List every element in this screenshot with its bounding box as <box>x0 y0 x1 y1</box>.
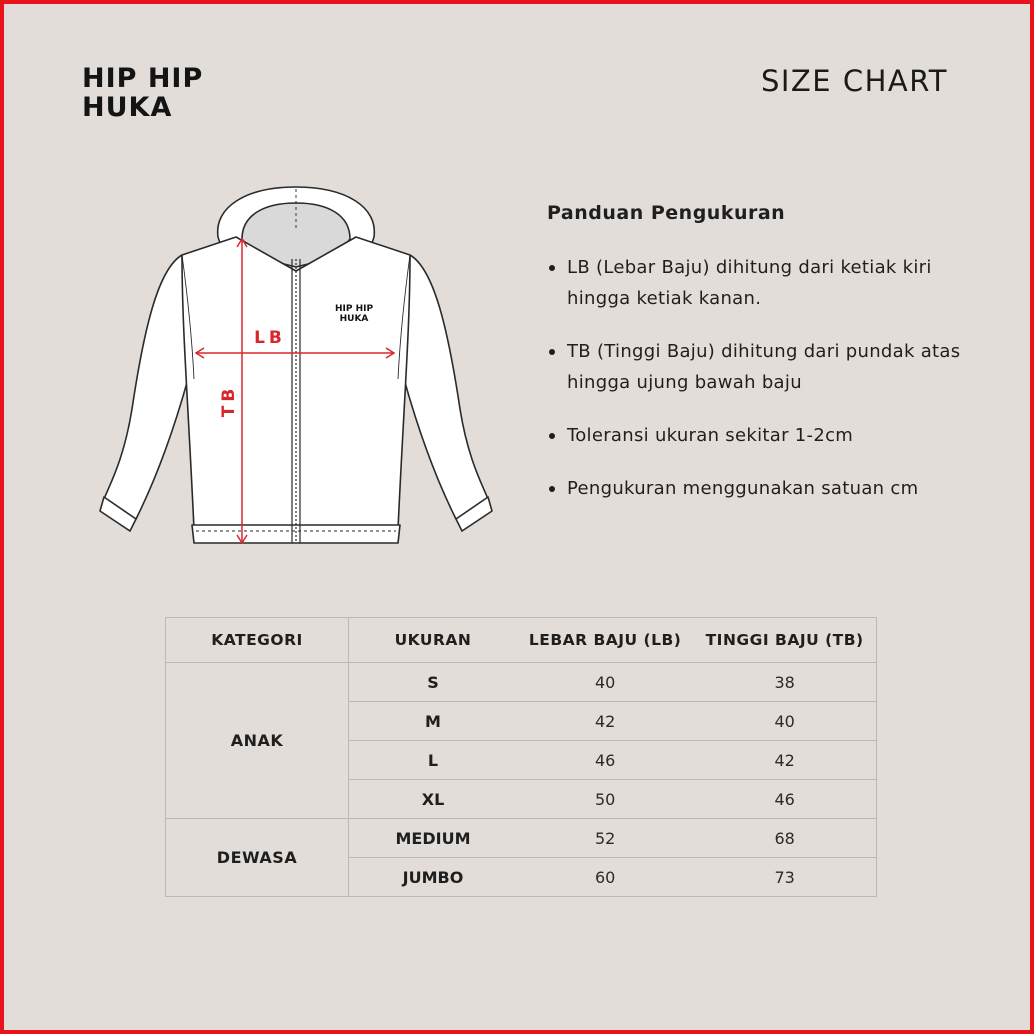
guide-list <box>547 252 987 504</box>
size-cell: S <box>349 663 518 702</box>
size-table <box>165 617 877 897</box>
header-lebar-baju: LEBAR BAJU (LB) <box>517 618 693 663</box>
category-anak: ANAK <box>166 663 349 819</box>
jacket-measurement-illustration <box>96 179 496 554</box>
guide-item: TB (Tinggi Baju) dihitung dari pundak atas hingga ujung bawah baju <box>547 336 987 398</box>
size-cell: MEDIUM <box>349 819 518 858</box>
header-ukuran: UKURAN <box>349 618 518 663</box>
chest-logo-line1: HIP HIP <box>334 304 374 314</box>
header-kategori: KATEGORI <box>166 618 349 663</box>
tb-cell: 68 <box>693 819 876 858</box>
lb-cell: 60 <box>594 867 616 887</box>
brand-logo <box>82 64 203 122</box>
size-cell: L <box>349 741 518 780</box>
lb-label: LB <box>254 328 286 348</box>
chest-logo-line2: HUKA <box>339 314 369 324</box>
size-cell: XL <box>349 780 518 819</box>
tb-cell: 38 <box>693 663 876 702</box>
lb-cell: 50 <box>517 780 693 819</box>
right-sleeve-shape <box>404 255 488 519</box>
tb-cell: 73 <box>774 867 795 887</box>
tb-cell: 42 <box>693 741 876 780</box>
measurement-guide <box>547 202 987 526</box>
tb-cell: 46 <box>693 780 876 819</box>
guide-heading: Panduan Pengukuran <box>547 202 786 224</box>
left-sleeve-shape <box>104 255 188 519</box>
guide-item: LB (Lebar Baju) dihitung dari ketiak kiri hingga ketiak kanan. <box>547 252 987 314</box>
size-cell: JUMBO <box>402 867 464 887</box>
guide-item: Pengukuran menggunakan satuan cm <box>547 473 987 504</box>
page-title: SIZE CHART <box>760 64 948 98</box>
lb-cell: 40 <box>517 663 693 702</box>
brand-logo-line2: HUKA <box>82 92 173 123</box>
guide-item: Toleransi ukuran sekitar 1-2cm <box>547 420 987 451</box>
tb-cell: 40 <box>693 702 876 741</box>
table-row <box>166 819 877 858</box>
table-row <box>166 663 877 702</box>
lb-cell: 42 <box>517 702 693 741</box>
tb-label: TB <box>219 384 239 418</box>
category-dewasa: DEWASA <box>166 819 349 897</box>
table-header-row <box>166 618 877 663</box>
lb-cell: 46 <box>517 741 693 780</box>
header-tinggi-baju: TINGGI BAJU (TB) <box>693 618 876 663</box>
size-cell: M <box>349 702 518 741</box>
brand-logo-line1: HIP HIP <box>82 63 204 94</box>
lb-cell: 52 <box>517 819 693 858</box>
